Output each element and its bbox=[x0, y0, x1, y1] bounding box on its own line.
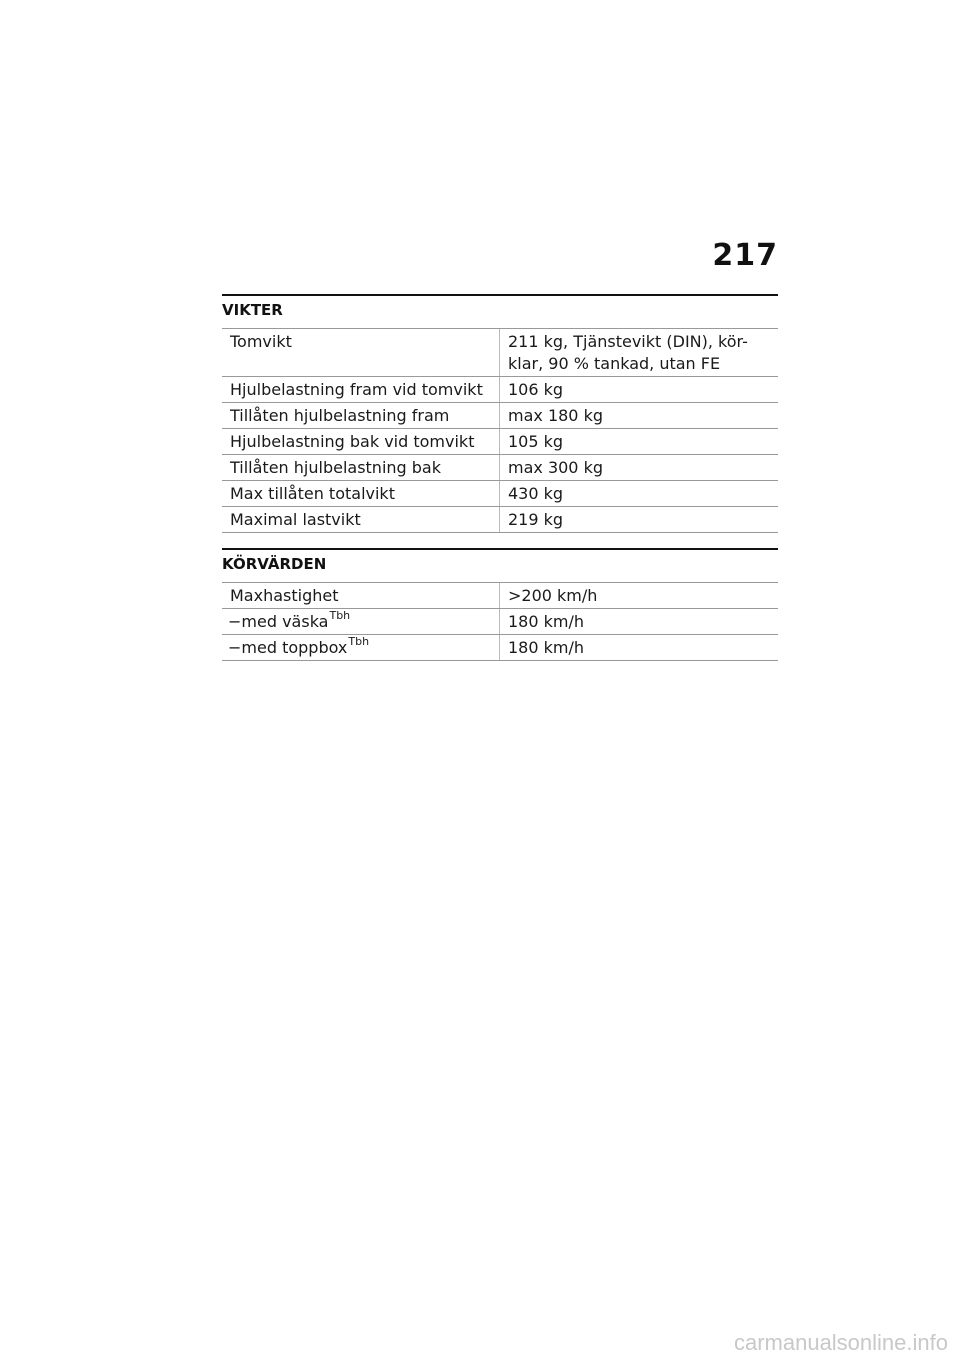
row-label: Tomvikt bbox=[222, 329, 500, 376]
watermark: carmanualsonline.info bbox=[733, 1330, 948, 1355]
table-row bbox=[222, 455, 778, 481]
korvarden-table bbox=[222, 582, 778, 661]
row-value: 106 kg bbox=[508, 380, 564, 399]
row-value: max 180 kg bbox=[508, 406, 603, 425]
table-row bbox=[222, 609, 778, 635]
row-label: Maximal lastvikt bbox=[222, 507, 500, 532]
row-label: Tillåten hjulbelastning bak bbox=[222, 455, 500, 480]
footnote-marker: Tbh bbox=[329, 608, 351, 622]
row-value: >200 km/h bbox=[508, 586, 598, 605]
table-row bbox=[222, 429, 778, 455]
section-korvarden bbox=[222, 548, 778, 661]
row-value: max 300 kg bbox=[508, 458, 603, 477]
row-label-text: −med väska bbox=[228, 612, 329, 631]
row-label: Tillåten hjulbelastning fram bbox=[222, 403, 500, 428]
row-value: 180 km/h bbox=[508, 638, 585, 657]
section-heading-korvarden: KÖRVÄRDEN bbox=[222, 548, 778, 576]
row-label: Maxhastighet bbox=[222, 583, 500, 608]
table-row bbox=[222, 403, 778, 429]
row-label-text: −med toppbox bbox=[228, 638, 348, 657]
row-value: 180 km/h bbox=[508, 612, 585, 631]
table-row bbox=[222, 481, 778, 507]
table-row bbox=[222, 635, 778, 661]
row-value: 105 kg bbox=[508, 432, 564, 451]
row-value: 211 kg, Tjänstevikt (DIN), kör-klar, 90 % tankad, utan FE bbox=[508, 332, 748, 373]
section-heading-vikter: VIKTER bbox=[222, 294, 778, 322]
footnote-marker: Tbh bbox=[348, 634, 370, 648]
table-row bbox=[222, 583, 778, 609]
row-value: 219 kg bbox=[508, 510, 564, 529]
page-number: 217 bbox=[712, 238, 778, 273]
row-label: Hjulbelastning bak vid tomvikt bbox=[222, 429, 500, 454]
vikter-table bbox=[222, 328, 778, 533]
table-row bbox=[222, 377, 778, 403]
row-value: 430 kg bbox=[508, 484, 564, 503]
row-label: Hjulbelastning fram vid tomvikt bbox=[222, 377, 500, 402]
row-label bbox=[222, 609, 500, 634]
row-label bbox=[222, 635, 500, 660]
row-label: Max tillåten totalvikt bbox=[222, 481, 500, 506]
section-vikter bbox=[222, 294, 778, 533]
table-row bbox=[222, 507, 778, 533]
table-row bbox=[222, 329, 778, 377]
